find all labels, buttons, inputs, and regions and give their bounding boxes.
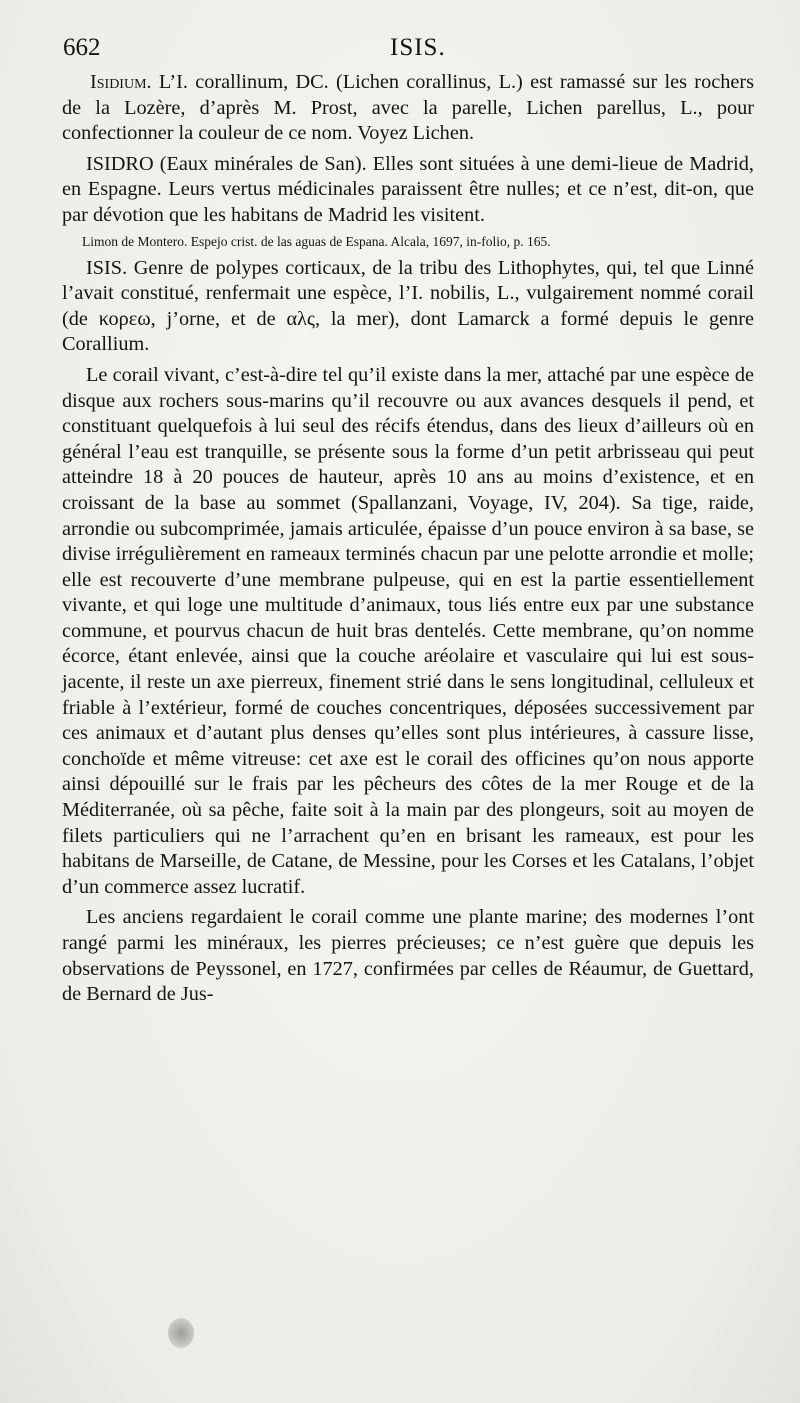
body-text	[62, 70, 754, 1008]
page-header	[60, 34, 750, 68]
entry-isidium	[62, 70, 754, 147]
isis-paragraph-2: Le corail vivant, c’est-à-dire tel qu’il existe dans la mer, attaché par une espèce de disque aux rochers sous-marins qu’il recouvre ou aux avances desquels il pend, et constituant quelquefois à lui seul des récifs étendus, dans des lieux d’ailleurs où en général l’eau est tranquille, se présente sous la forme d’un petit arbrisseau qui peut atteindre 18 à 20 pouces de hauteur, après 10 ans au moins d’existence, et en croissant de la base au sommet (Spallanzani, Voyage, IV, 204). Sa tige, raide, arrondie ou subcomprimée, jamais articulée, épaisse d’un pouce environ à sa base, se divise irrégulièrement en rameaux terminés chacun par une pelotte arrondie et molle; elle est recouverte d’une membrane pulpeuse, qui en est la partie essentiellement vivante, et qui loge une multitude d’animaux, tous liés entre eux par une substance commune, et pourvus chacun de huit bras dentelés. Cette membrane, qu’on nomme écorce, étant enlevée, ainsi que la couche aréolaire et vasculaire qui lui est sous-jacente, il reste un axe pierreux, finement strié dans le sens longitudinal, celluleux et friable à l’extérieur, formé de couches concentriques, déposées successivement par ces animaux et d’autant plus denses qu’elles sont plus intérieures, à cassure lisse, conchoïde et même vitreuse: cet axe est le corail des officines qu’on nous apporte ainsi dépouillé sur le frais par les pêcheurs des côtes de la mer Rouge et de la Méditerranée, où sa pêche, faite soit à la main par des plongeurs, soit au moyen de filets particuliers qui ne l’arrachent qu’en en brisant les rameaux, est pour les habitans de Marseille, de Catane, de Messine, pour les Corses et les Catalans, l’objet d’un commerce assez lucratif.	[62, 363, 754, 898]
isis-paragraph-3: Les anciens regardaient le corail comme une plante marine; des modernes l’ont rangé parmi les minéraux, les pierres précieuses; ce n’est guère que depuis les observations de Peyssonel, en 1727, confirmées par celles de Réaumur, de Guettard, de Bernard de Jus-	[62, 906, 754, 1006]
ink-smudge	[168, 1318, 194, 1348]
entry-isidro: ISIDRO (Eaux minérales de San). Elles sont situées à une demi-lieue de Madrid, en Espagne. Leurs vertus médicinales paraissent être nulles; et ce n’est, dit-on, que par dévotion que les habitans de Madrid les visitent.	[62, 152, 754, 226]
headword-isidium: Isidium	[90, 71, 147, 93]
page-number: 662	[63, 34, 101, 61]
citation-limon: Limon de Montero. Espejo crist. de las aguas de Espana. Alcala, 1697, in-folio, p. 165.	[82, 233, 551, 249]
entry-isis: ISIS. Genre de polypes corticaux, de la tribu des Lithophytes, qui, tel que Linné l’avait constitué, renfermait une espèce, l’I. nobilis, L., vulgairement nommé corail (de κορεω, j’orne, et de αλς, la mer), dont Lamarck a formé depuis le genre Corallium.	[62, 256, 754, 356]
entry-isidium-text: . L’I. corallinum, DC. (Lichen corallinus, L.) est ramassé sur les rochers de la Lozère, d’après M. Prost, avec la parelle, Lichen parellus, L., pour confectionner la couleur de ce nom. Voyez Lichen.	[62, 71, 754, 145]
running-head: ISIS.	[390, 34, 446, 61]
